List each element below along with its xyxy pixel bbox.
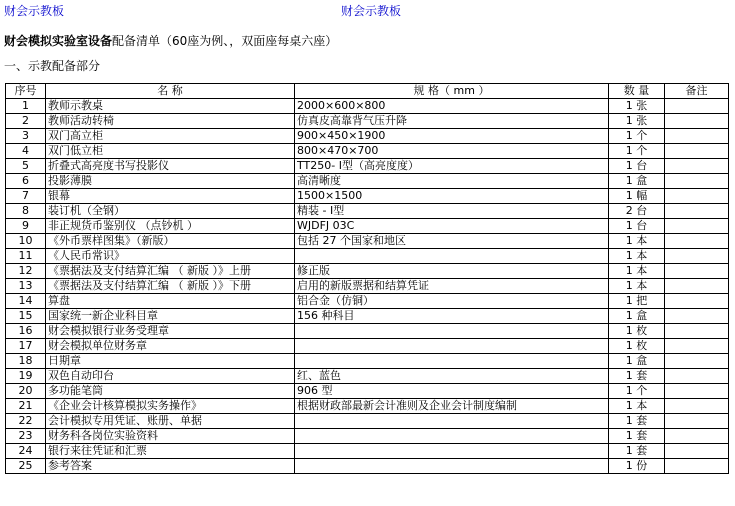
cell-spec [295, 354, 609, 369]
cell-qty: 1 盒 [609, 174, 665, 189]
cell-qty: 1 个 [609, 144, 665, 159]
cell-no: 19 [6, 369, 46, 384]
cell-remark [665, 324, 729, 339]
cell-remark [665, 369, 729, 384]
equipment-table [5, 83, 729, 474]
table-row [6, 324, 729, 339]
cell-qty: 1 套 [609, 444, 665, 459]
cell-no: 15 [6, 309, 46, 324]
cell-remark [665, 339, 729, 354]
cell-remark [665, 219, 729, 234]
cell-remark [665, 414, 729, 429]
cell-spec: 包括 27 个国家和地区 [295, 234, 609, 249]
cell-name: 多功能笔筒 [46, 384, 295, 399]
table-row [6, 129, 729, 144]
cell-remark [665, 459, 729, 474]
cell-remark [665, 354, 729, 369]
cell-remark [665, 279, 729, 294]
cell-no: 7 [6, 189, 46, 204]
cell-qty: 1 本 [609, 249, 665, 264]
cell-name: 日期章 [46, 354, 295, 369]
header-remark: 备注 [665, 84, 729, 99]
cell-spec [295, 429, 609, 444]
title-rest: 配备清单（60座为例、，双面座每桌六座） [112, 34, 338, 48]
cell-name: 《企业会计核算模拟实务操作》 [46, 399, 295, 414]
cell-spec [295, 459, 609, 474]
cell-spec: 根据财政部最新会计准则及企业会计制度编制 [295, 399, 609, 414]
cell-qty: 1 本 [609, 399, 665, 414]
cell-name: 教师示教桌 [46, 99, 295, 114]
cell-qty: 1 台 [609, 219, 665, 234]
cell-no: 10 [6, 234, 46, 249]
cell-name: 装订机（全钢） [46, 204, 295, 219]
table-row [6, 414, 729, 429]
cell-remark [665, 234, 729, 249]
cell-name: 非正规货币鉴别仪 （点钞机 ） [46, 219, 295, 234]
table-row [6, 429, 729, 444]
cell-qty: 1 套 [609, 429, 665, 444]
cell-spec [295, 339, 609, 354]
cell-name: 算盘 [46, 294, 295, 309]
cell-remark [665, 294, 729, 309]
cell-name: 会计模拟专用凭证、账册、单据 [46, 414, 295, 429]
cell-name: 《票据法及支付结算汇编 （ 新版 ）》下册 [46, 279, 295, 294]
cell-name: 《外币票样图集》（新版） [46, 234, 295, 249]
cell-spec [295, 249, 609, 264]
cell-remark [665, 174, 729, 189]
table-row [6, 144, 729, 159]
cell-remark [665, 114, 729, 129]
cell-name: 银幕 [46, 189, 295, 204]
cell-remark [665, 444, 729, 459]
cell-no: 17 [6, 339, 46, 354]
cell-qty: 1 个 [609, 129, 665, 144]
cell-no: 5 [6, 159, 46, 174]
cell-name: 折叠式高亮度书写投影仪 [46, 159, 295, 174]
cell-remark [665, 384, 729, 399]
link-left[interactable]: 财会示教板 [4, 4, 65, 18]
title-bold: 财会模拟实验室设备 [4, 34, 113, 48]
cell-spec: WJDFJ 03C [295, 219, 609, 234]
cell-no: 20 [6, 384, 46, 399]
cell-spec: 精装 - Ⅰ型 [295, 204, 609, 219]
top-links [0, 2, 735, 18]
cell-name: 双门高立柜 [46, 129, 295, 144]
cell-no: 4 [6, 144, 46, 159]
cell-no: 14 [6, 294, 46, 309]
table-row [6, 99, 729, 114]
table-row [6, 444, 729, 459]
cell-remark [665, 144, 729, 159]
cell-remark [665, 189, 729, 204]
table-row [6, 459, 729, 474]
cell-spec: 启用的新版票据和结算凭证 [295, 279, 609, 294]
cell-no: 16 [6, 324, 46, 339]
cell-name: 《人民币常识》 [46, 249, 295, 264]
table-row [6, 369, 729, 384]
cell-spec: TT250- Ⅰ型（高亮度度） [295, 159, 609, 174]
link-center[interactable]: 财会示教板 [341, 4, 402, 18]
cell-name: 《票据法及支付结算汇编 （ 新版 ）》上册 [46, 264, 295, 279]
cell-spec: 2000×600×800 [295, 99, 609, 114]
cell-name: 财务科各岗位实验资料 [46, 429, 295, 444]
cell-spec: 906 型 [295, 384, 609, 399]
cell-spec: 仿真皮高靠背气压升降 [295, 114, 609, 129]
cell-no: 18 [6, 354, 46, 369]
table-row [6, 399, 729, 414]
cell-spec: 900×450×1900 [295, 129, 609, 144]
cell-name: 财会模拟银行业务受理章 [46, 324, 295, 339]
table-row [6, 219, 729, 234]
section-heading: 一、示教配备部分 [4, 59, 101, 73]
table-row [6, 204, 729, 219]
cell-remark [665, 309, 729, 324]
cell-spec: 1500×1500 [295, 189, 609, 204]
cell-qty: 1 张 [609, 99, 665, 114]
table-row [6, 354, 729, 369]
cell-qty: 1 张 [609, 114, 665, 129]
cell-no: 25 [6, 459, 46, 474]
cell-no: 12 [6, 264, 46, 279]
cell-qty: 1 本 [609, 279, 665, 294]
table-row [6, 384, 729, 399]
cell-qty: 2 台 [609, 204, 665, 219]
cell-no: 21 [6, 399, 46, 414]
table-row [6, 294, 729, 309]
cell-spec: 800×470×700 [295, 144, 609, 159]
cell-qty: 1 套 [609, 414, 665, 429]
cell-remark [665, 129, 729, 144]
table-row [6, 189, 729, 204]
cell-remark [665, 399, 729, 414]
table-body [6, 99, 729, 474]
table-row [6, 234, 729, 249]
cell-no: 2 [6, 114, 46, 129]
cell-no: 1 [6, 99, 46, 114]
cell-spec: 修正版 [295, 264, 609, 279]
table-row [6, 339, 729, 354]
cell-qty: 1 把 [609, 294, 665, 309]
cell-name: 国家统一新企业科目章 [46, 309, 295, 324]
cell-no: 22 [6, 414, 46, 429]
cell-qty: 1 套 [609, 369, 665, 384]
cell-name: 双色自动印台 [46, 369, 295, 384]
cell-qty: 1 本 [609, 264, 665, 279]
cell-qty: 1 幅 [609, 189, 665, 204]
cell-remark [665, 159, 729, 174]
cell-name: 银行来往凭证和汇票 [46, 444, 295, 459]
cell-name: 双门低立柜 [46, 144, 295, 159]
table-row [6, 279, 729, 294]
cell-spec [295, 324, 609, 339]
header-name: 名 称 [46, 84, 295, 99]
cell-spec [295, 414, 609, 429]
cell-name: 投影薄膜 [46, 174, 295, 189]
cell-qty: 1 个 [609, 384, 665, 399]
cell-spec: 高清晰度 [295, 174, 609, 189]
cell-no: 6 [6, 174, 46, 189]
cell-qty: 1 枚 [609, 339, 665, 354]
cell-spec [295, 444, 609, 459]
cell-qty: 1 枚 [609, 324, 665, 339]
cell-no: 24 [6, 444, 46, 459]
cell-qty: 1 本 [609, 234, 665, 249]
table-row [6, 159, 729, 174]
table-row [6, 114, 729, 129]
cell-no: 23 [6, 429, 46, 444]
header-no: 序号 [6, 84, 46, 99]
cell-qty: 1 台 [609, 159, 665, 174]
table-header-row [6, 84, 729, 99]
cell-remark [665, 264, 729, 279]
cell-name: 参考答案 [46, 459, 295, 474]
header-spec: 规 格（ mm ） [295, 84, 609, 99]
table-row [6, 309, 729, 324]
table-row [6, 174, 729, 189]
cell-remark [665, 429, 729, 444]
cell-qty: 1 份 [609, 459, 665, 474]
cell-no: 11 [6, 249, 46, 264]
table-row [6, 264, 729, 279]
cell-spec: 铝合金（仿铜） [295, 294, 609, 309]
cell-spec: 156 种科目 [295, 309, 609, 324]
cell-remark [665, 249, 729, 264]
cell-remark [665, 99, 729, 114]
cell-no: 3 [6, 129, 46, 144]
cell-no: 13 [6, 279, 46, 294]
cell-name: 教师活动转椅 [46, 114, 295, 129]
cell-qty: 1 盒 [609, 309, 665, 324]
cell-remark [665, 204, 729, 219]
cell-no: 8 [6, 204, 46, 219]
cell-spec: 红、蓝色 [295, 369, 609, 384]
cell-name: 财会模拟单位财务章 [46, 339, 295, 354]
page-title [4, 32, 337, 49]
table-row [6, 249, 729, 264]
cell-no: 9 [6, 219, 46, 234]
header-qty: 数 量 [609, 84, 665, 99]
cell-qty: 1 盒 [609, 354, 665, 369]
